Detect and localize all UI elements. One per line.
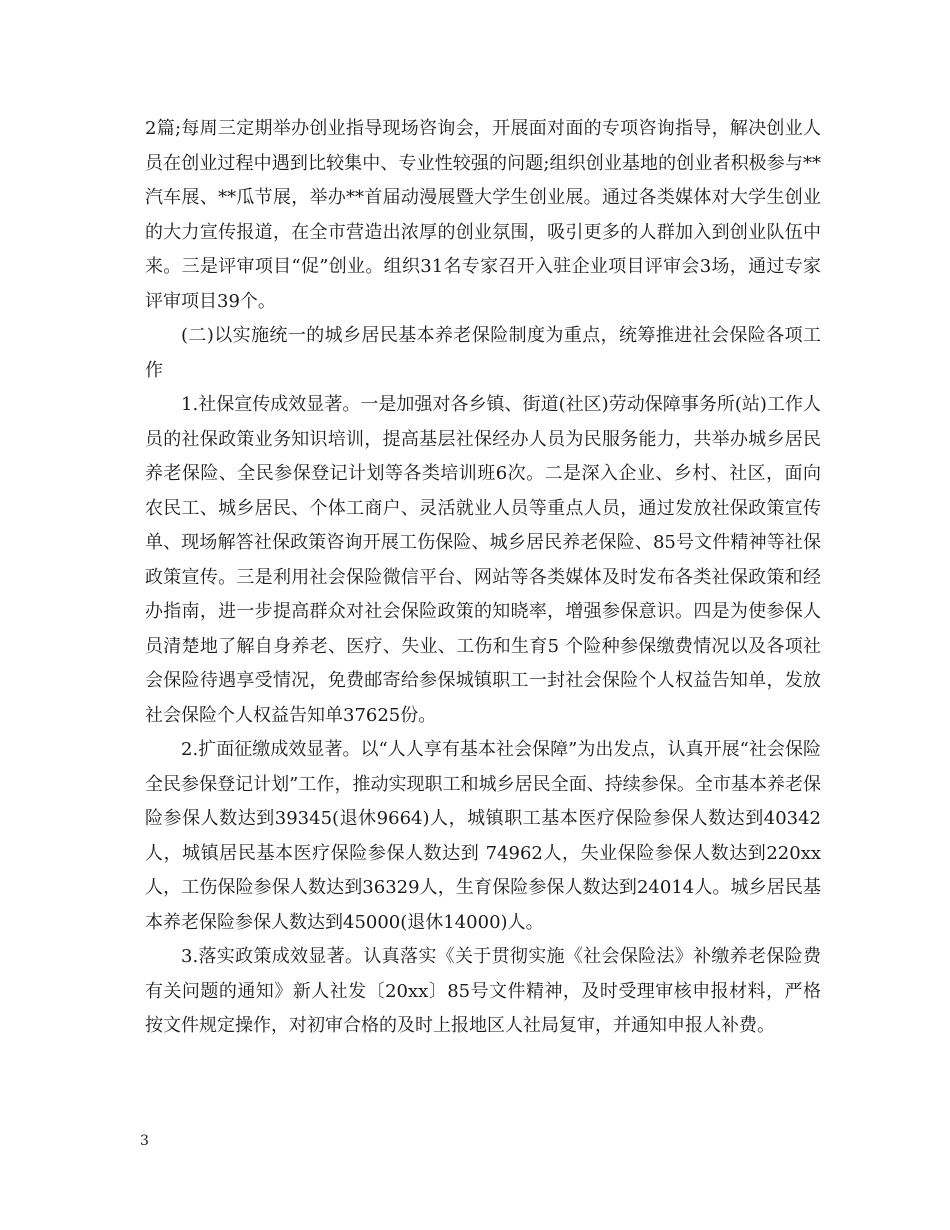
paragraph-coverage-expansion: 2.扩面征缴成效显著。以“人人享有基本社会保障”为出发点，认真开展“社会保险全民参保登记计划”工作，推动实现职工和城乡居民全面、持续参保。全市基本养老保险参保人数达到39345(退休9664)人，城镇职工基本医疗保险参保人数达到40342人，城镇居民基本医疗保险参保人数达到 74962人，失业保险参保人数达到220xx人，工伤保险参保人数达到36329人，生育保险参保人数达到24014人。城乡居民基本养老保险参保人数达到45000(退休14000)人。	[145, 739, 821, 933]
section-heading-2: (二)以实施统一的城乡居民基本养老保险制度为重点，统筹推进社会保险各项工作	[145, 325, 821, 381]
page-number: 3	[140, 1133, 149, 1149]
paragraph-social-security-publicity: 1.社保宣传成效显著。一是加强对各乡镇、街道(社区)劳动保障事务所(站)工作人员的社保政策业务知识培训，提高基层社保经办人员为民服务能力，共举办城乡居民养老保险、全民参保登记计划等各类培训班6次。二是深入企业、乡村、社区，面向农民工、城乡居民、个体工商户、灵活就业人员等重点人员，通过发放社保政策宣传单、现场解答社保政策咨询开展工伤保险、城乡居民养老保险、85号文件精神等社保政策宣传。三是利用社会保险微信平台、网站等各类媒体及时发布各类社保政策和经办指南，进一步提高群众对社会保险政策的知晓率，增强参保意识。四是为使参保人员清楚地了解自身养老、医疗、失业、工伤和生育5 个险种参保缴费情况以及各项社会保险待遇享受情况，免费邮寄给参保城镇职工一封社会保险个人权益告知单，发放社会保险个人权益告知单37625份。	[145, 394, 821, 726]
paragraph-continuation: 2篇;每周三定期举办创业指导现场咨询会，开展面对面的专项咨询指导，解决创业人员在创业过程中遇到比较集中、专业性较强的问题;组织创业基地的创业者积极参与**汽车展、**瓜节展，举办**首届动漫展暨大学生创业展。通过各类媒体对大学生创业的大力宣传报道，在全市营造出浓厚的创业氛围，吸引更多的人群加入到创业队伍中来。三是评审项目“促”创业。组织31名专家召开入驻企业项目评审会3场，通过专家评审项目39个。	[145, 118, 821, 312]
body-text	[145, 112, 821, 1044]
paragraph-policy-implementation: 3.落实政策成效显著。认真落实《关于贯彻实施《社会保险法》补缴养老保险费有关问题的通知》新人社发〔20xx〕85号文件精神，及时受理审核申报材料，严格按文件规定操作，对初审合格的及时上报地区人社局复审，并通知申报人补费。	[145, 946, 821, 1036]
